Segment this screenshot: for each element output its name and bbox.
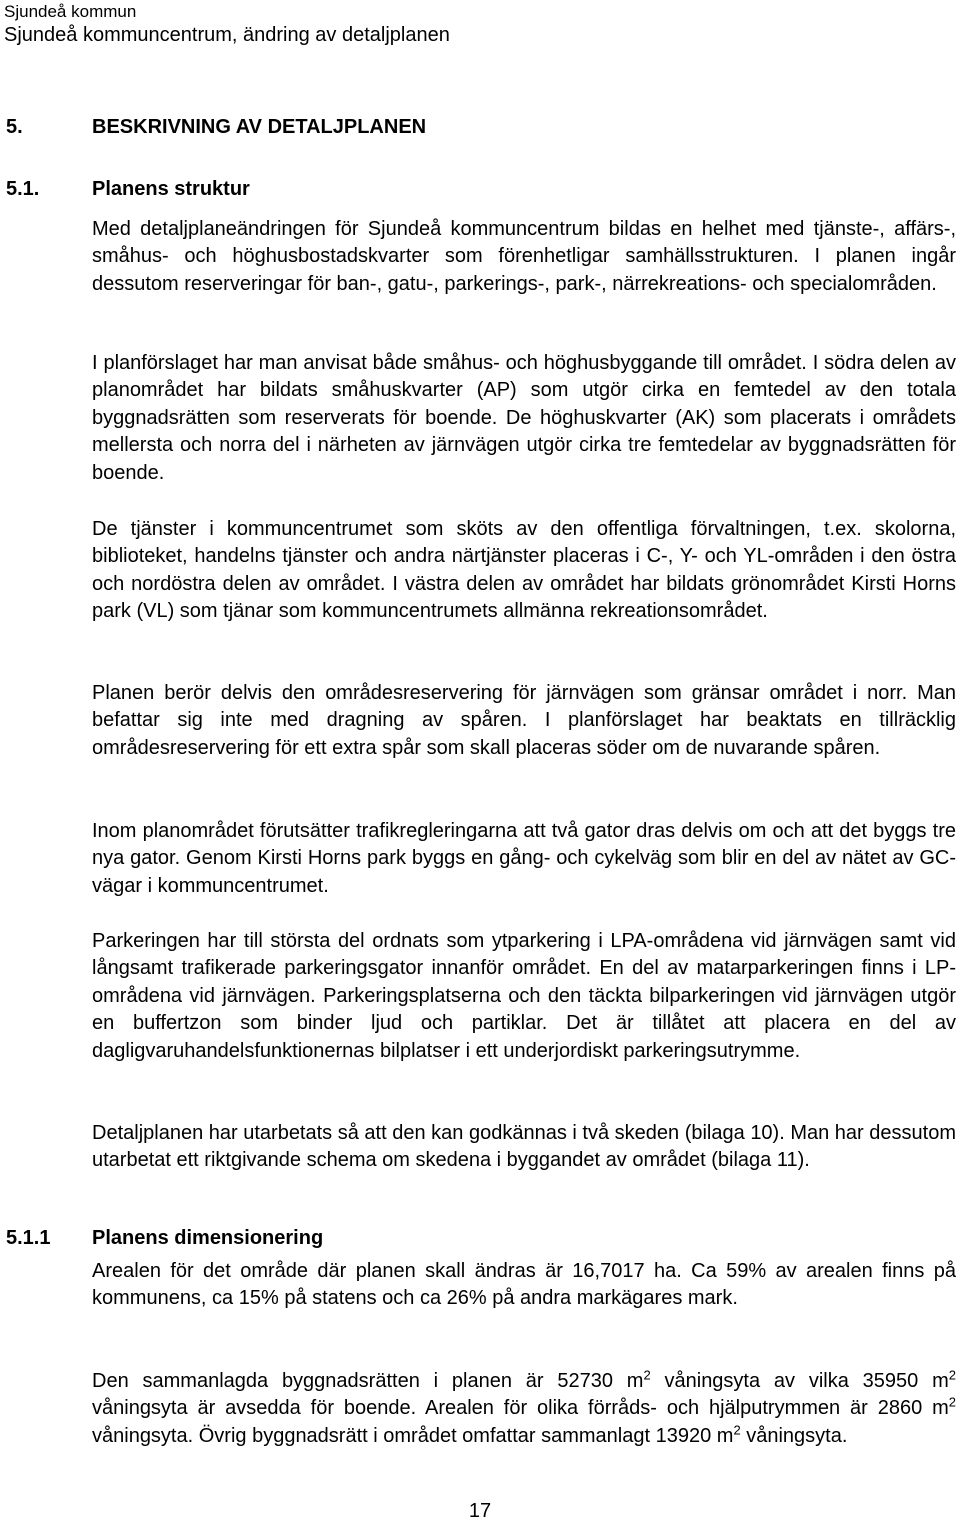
paragraph-housing: I planförslaget har man anvisat både småhus- och höghusbyggande till området. I södra delen av planområdet har bildats småhuskvarter (AP) som utgör cirka en femtedel av den totala byggnadsrätten som reserverats för boende. De höghuskvarter (AK) som placerats i områdets mellersta och norra del i närheten av järnvägen utgör cirka tre femtedelar av byggnadsrätten för boende. [92, 352, 956, 484]
superscript: 2 [643, 1367, 651, 1383]
section-number: 5.1.1 [6, 1227, 51, 1249]
text-segment: våningsyta är avsedda för boende. Arealen för olika förråds- och hjälputrymmen är 2860 m [92, 1397, 949, 1420]
paragraph-parking: Parkeringen har till största del ordnats som ytparkering i LPA-områdena vid järnvägen samt vid långsamt trafikerade parkeringsgator innanför området. En del av matarparkeringen finns i LP-områdena vid järnvägen. Parkeringsplatserna och den täckta bilparkeringen vid järnvägen utgör en buffertzon som binder ljud och partiklar. Det är tillåtet att placera en del av dagligvaruhandelsfunktionernas bilplatser i ett underjordiskt parkeringsutrymme. [92, 930, 956, 1062]
text-segment: våningsyta av vilka 35950 m [650, 1370, 949, 1392]
superscript: 2 [948, 1394, 956, 1410]
paragraph-phases: Detaljplanen har utarbetats så att den kan godkännas i två skeden (bilaga 10). Man har dessutom utarbetat ett riktgivande schema om skedena i byggandet av området (bilaga 11). [92, 1122, 956, 1172]
section-number: 5.1. [6, 178, 40, 200]
text-segment: våningsyta. Övrig byggnadsrätt i området omfattar sammanlagt 13920 m [92, 1424, 734, 1447]
section-number: 5. [6, 116, 23, 138]
paragraph-structure-intro: Med detaljplaneändringen för Sjundeå kommuncentrum bildas en helhet med tjänste-, affärs-, småhus- och höghusbostadskvarter som förenhetligar samhällsstrukturen. I planen ingår dessutom reserveringar för ban-, gatu-, parkerings-, park-, närrekreations- och specialområden. [92, 218, 956, 295]
paragraph-railway: Planen berör delvis den områdesreservering för järnvägen som gränsar området i norr. Man befattar sig inte med dragning av spåren. I planförslaget har beaktats en tillräcklig områdesreservering för ett extra spår som skall placeras söder om de nuvarande spåren. [92, 682, 956, 759]
paragraph-building-rights [92, 1368, 956, 1450]
section-title: BESKRIVNING AV DETALJPLANEN [92, 116, 427, 138]
paragraph-services: De tjänster i kommuncentrumet som sköts av den offentliga förvaltningen, t.ex. skolorna, biblioteket, handelns tjänster och andra närtjänster placeras i C-, Y- och YL-områden i den östra och nordöstra delen av området. I västra delen av området har bildats grönområdet Kirsti Horns park (VL) som tjänar som kommuncentrumets allmänna rekreationsområdet. [92, 518, 956, 623]
document-header-organization: Sjundeå kommun [4, 2, 137, 21]
paragraph-traffic: Inom planområdet förutsätter trafikregleringarna att två gator dras delvis om och att det byggs tre nya gator. Genom Kirsti Horns park byggs en gång- och cykelväg som blir en del av nätet av GC-vägar i kommuncentrumet. [92, 820, 956, 897]
superscript: 2 [948, 1367, 957, 1383]
text-segment: våningsyta. [740, 1424, 848, 1447]
paragraph-area: Arealen för det område där planen skall ändras är 16,7017 ha. Ca 59% av arealen finns på kommunens, ca 15% på statens och ca 26% på andra markägares mark. [92, 1260, 956, 1310]
superscript: 2 [733, 1422, 741, 1438]
section-title: Planens struktur [92, 178, 250, 200]
document-header-title: Sjundeå kommuncentrum, ändring av detaljplanen [4, 24, 450, 46]
text-segment: Den sammanlagda byggnadsrätten i planen är 52730 m [92, 1370, 644, 1392]
section-title: Planens dimensionering [92, 1227, 324, 1249]
page-number: 17 [468, 1500, 492, 1522]
